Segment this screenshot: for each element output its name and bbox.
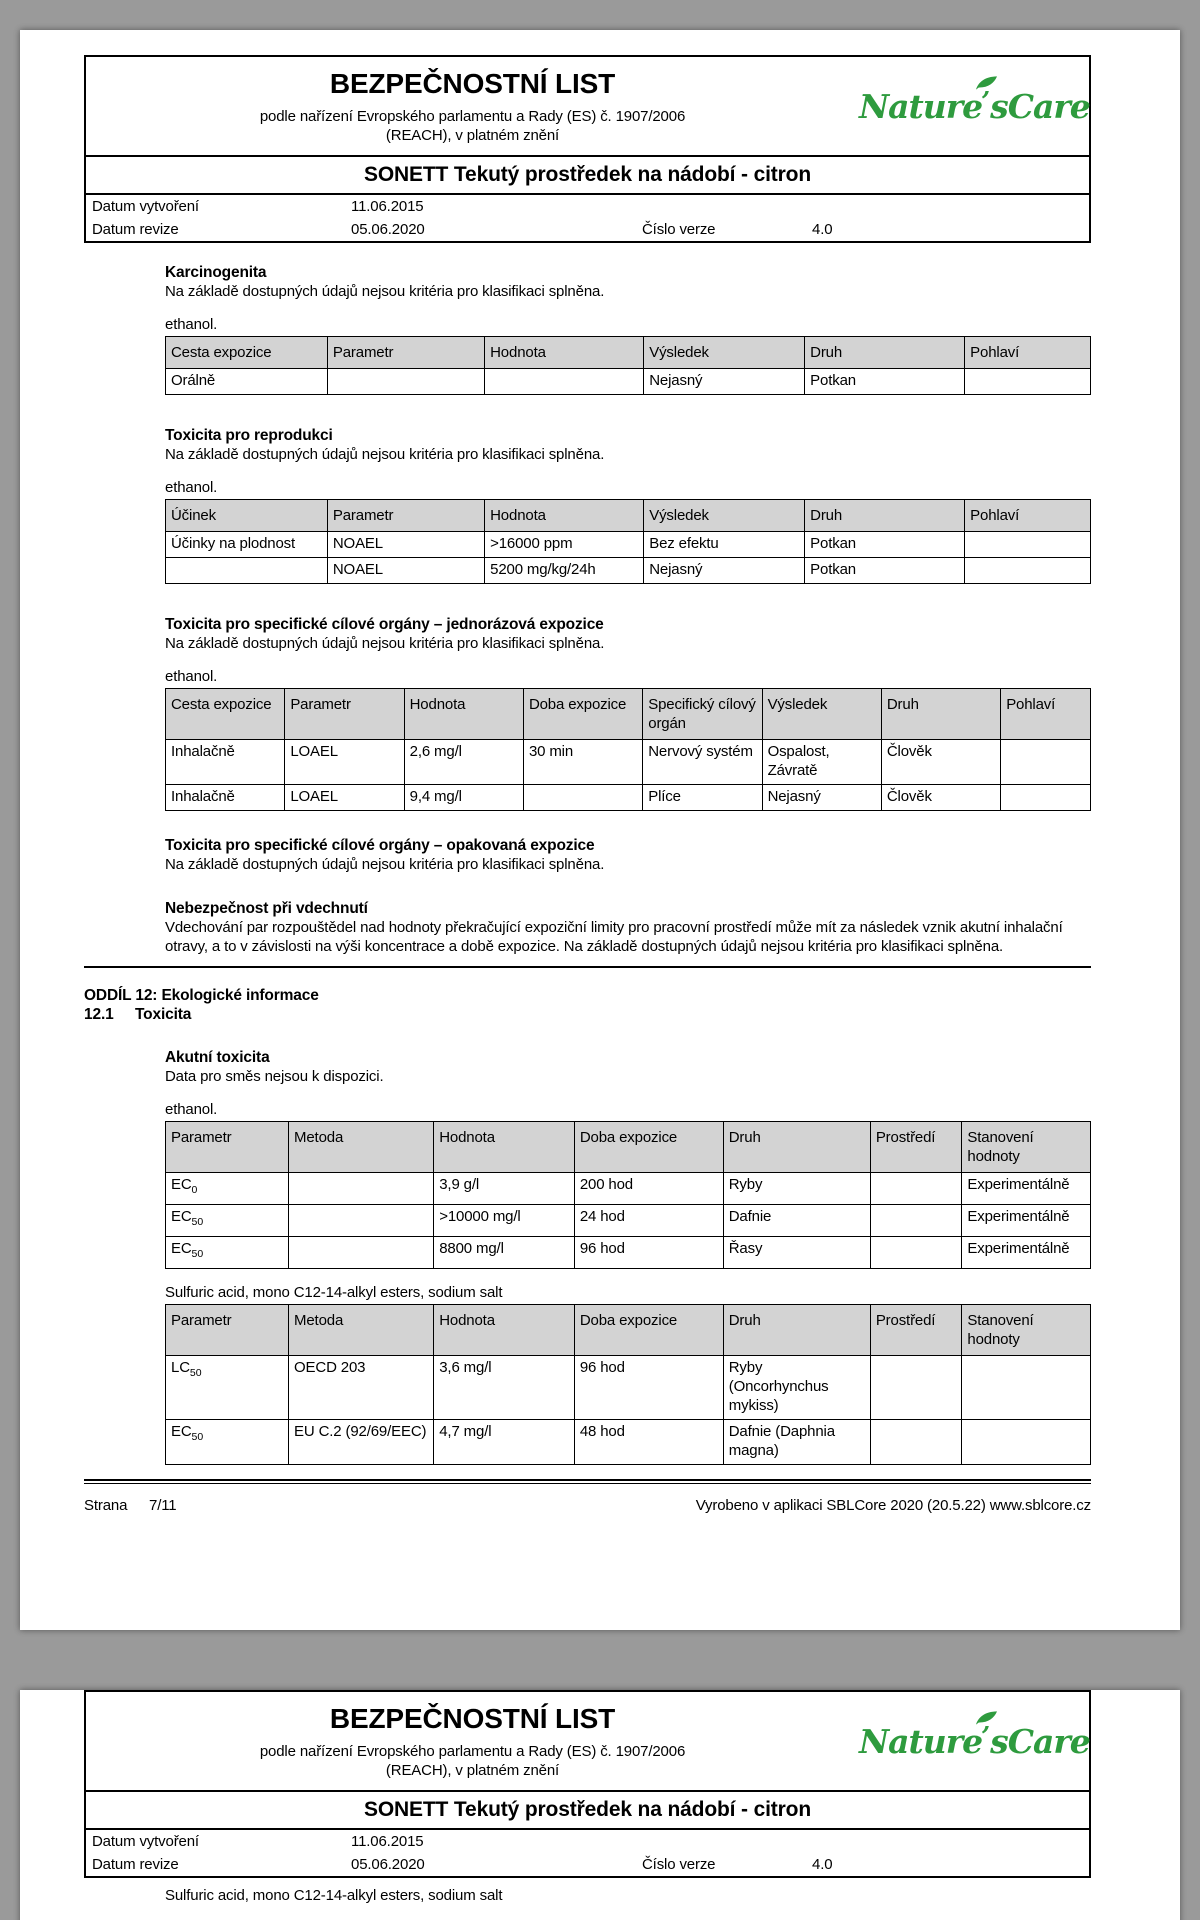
document-header-box — [84, 55, 1091, 243]
table-row — [166, 785, 1091, 811]
col-header: Parametr — [166, 1305, 289, 1356]
cell — [962, 1356, 1091, 1420]
section-reproduction — [165, 426, 1091, 584]
col-header: Hodnota — [434, 1122, 575, 1173]
substance-label: ethanol. — [165, 668, 218, 685]
cell-parameter: $EC_0$ — [166, 1173, 289, 1205]
cell: 30 min — [523, 740, 642, 785]
page-footer — [84, 1496, 1091, 1515]
section-12-1-number: 12.1 — [84, 1006, 114, 1023]
cell: 96 hod — [574, 1356, 723, 1420]
col-header: Účinek — [166, 500, 328, 532]
sds-subtitle-line2: (REACH), v platném znění — [385, 127, 560, 144]
criteria-text: Na základě dostupných údajů nejsou kritéria pro klasifikaci splněna. — [165, 635, 605, 652]
col-header: Cesta expozice — [166, 337, 328, 369]
document-page-1 — [20, 30, 1180, 1630]
cell: EU C.2 (92/69/EEC) — [289, 1420, 434, 1465]
table-header-row — [166, 337, 1091, 369]
col-header: Prostředí — [870, 1122, 962, 1173]
cell — [289, 1205, 434, 1237]
col-header: Parametr — [166, 1122, 289, 1173]
cell: Člověk — [881, 785, 1000, 811]
col-header: Hodnota — [404, 689, 523, 740]
cell: Experimentálně — [962, 1205, 1091, 1237]
cell: Dafnie — [723, 1205, 870, 1237]
acute-text: Data pro směs nejsou k dispozici. — [165, 1068, 384, 1085]
table-row — [166, 1420, 1091, 1465]
brand-logo-right: sCare — [990, 86, 1090, 126]
created-value: 11.06.2015 — [351, 1833, 424, 1850]
cell — [1001, 785, 1091, 811]
col-header: Hodnota — [485, 500, 644, 532]
cell: NOAEL — [327, 532, 484, 558]
criteria-text: Na základě dostupných údajů nejsou kritéria pro klasifikaci splněna. — [165, 856, 605, 873]
table-header-row — [166, 500, 1091, 532]
col-header: Hodnota — [434, 1305, 575, 1356]
brand-logo-apostrophe: ’ — [981, 1721, 990, 1752]
brand-logo-apostrophe: ’ — [981, 86, 990, 117]
section-12-header — [84, 986, 1091, 1024]
page-number-value: 7/11 — [149, 1497, 177, 1514]
table-row — [166, 532, 1091, 558]
cell: Řasy — [723, 1237, 870, 1269]
cell — [965, 369, 1091, 395]
cell — [870, 1173, 962, 1205]
version-label: Číslo verze — [642, 1856, 716, 1873]
eco-table-ethanol — [165, 1121, 1091, 1269]
created-value: 11.06.2015 — [351, 198, 424, 215]
revised-value: 05.06.2020 — [351, 221, 425, 238]
section-stot-repeated — [165, 836, 1091, 874]
criteria-text: Na základě dostupných údajů nejsou kritéria pro klasifikaci splněna. — [165, 446, 605, 463]
col-header: Doba expozice — [574, 1122, 723, 1173]
stot-single-table — [165, 688, 1091, 811]
col-header: Metoda — [289, 1122, 434, 1173]
col-header: Druh — [805, 337, 965, 369]
version-value: 4.0 — [812, 1856, 833, 1873]
col-header: Doba expozice — [574, 1305, 723, 1356]
section-heading: Toxicita pro reprodukci — [165, 427, 333, 444]
col-header: Parametr — [327, 500, 484, 532]
cell: Nejasný — [762, 785, 881, 811]
substance-label: ethanol. — [165, 316, 218, 333]
cell: Ryby — [723, 1173, 870, 1205]
table-header-row — [166, 1122, 1091, 1173]
section-divider-line — [84, 966, 1091, 968]
cell — [962, 1420, 1091, 1465]
field-row-revised — [86, 218, 1089, 241]
col-header: Cesta expozice — [166, 689, 285, 740]
cell — [289, 1237, 434, 1269]
col-header: Prostředí — [870, 1305, 962, 1356]
col-header: Druh — [881, 689, 1000, 740]
col-header: Výsledek — [762, 689, 881, 740]
cell: LOAEL — [285, 740, 404, 785]
cell: Inhalačně — [166, 785, 285, 811]
cell: NOAEL — [327, 558, 484, 584]
section-12-1-title: Toxicita — [135, 1006, 192, 1023]
cell — [870, 1420, 962, 1465]
cell: >10000 mg/l — [434, 1205, 575, 1237]
sds-subtitle-line2: (REACH), v platném znění — [385, 1762, 560, 1779]
cell: Bez efektu — [644, 532, 805, 558]
cell — [1001, 740, 1091, 785]
cell: Účinky na plodnost — [166, 532, 328, 558]
cell: Experimentálně — [962, 1173, 1091, 1205]
created-label: Datum vytvoření — [92, 198, 199, 215]
section-heading: Toxicita pro specifické cílové orgány – jednorázová expozice — [165, 616, 604, 633]
document-header-box — [84, 1690, 1091, 1878]
cell — [485, 369, 644, 395]
eco-table-sulfuric — [165, 1304, 1091, 1465]
page-number — [84, 1496, 176, 1515]
col-header: Specifický cílový orgán — [643, 689, 762, 740]
cell — [870, 1237, 962, 1269]
col-header: Hodnota — [485, 337, 644, 369]
cell: Dafnie (Daphnia magna) — [723, 1420, 870, 1465]
cell-parameter: $EC_{50}$ — [166, 1205, 289, 1237]
cell: Ospalost, Závratě — [762, 740, 881, 785]
cell: 5200 mg/kg/24h — [485, 558, 644, 584]
footer-divider-line — [84, 1479, 1091, 1484]
cell — [870, 1356, 962, 1420]
brand-logo-right: sCare — [990, 1721, 1090, 1761]
carcinogenicity-table — [165, 336, 1091, 395]
table-row — [166, 1173, 1091, 1205]
substance-label: ethanol. — [165, 479, 218, 496]
cell — [870, 1205, 962, 1237]
col-header: Stanovení hodnoty — [962, 1122, 1091, 1173]
cell: 200 hod — [574, 1173, 723, 1205]
col-header: Parametr — [285, 689, 404, 740]
cell: Orálně — [166, 369, 328, 395]
cell: 9,4 mg/l — [404, 785, 523, 811]
col-header: Druh — [723, 1122, 870, 1173]
section-12-title: ODDÍL 12: Ekologické informace — [84, 987, 319, 1004]
brand-logo — [859, 1722, 1090, 1761]
table-row — [166, 740, 1091, 785]
cell: 24 hod — [574, 1205, 723, 1237]
col-header: Výsledek — [644, 337, 805, 369]
version-label: Číslo verze — [642, 221, 716, 238]
table-header-row — [166, 689, 1091, 740]
cell: Člověk — [881, 740, 1000, 785]
field-row-revised — [86, 1853, 1089, 1876]
cell: Nejasný — [644, 558, 805, 584]
section-heading: Karcinogenita — [165, 264, 267, 281]
cell: >16000 ppm — [485, 532, 644, 558]
table-row — [166, 369, 1091, 395]
cell — [523, 785, 642, 811]
brand-logo-left: Nature — [859, 86, 983, 126]
table-row — [166, 1237, 1091, 1269]
page-number-label: Strana — [84, 1497, 128, 1514]
cell: Nejasný — [644, 369, 805, 395]
cell: Nervový systém — [643, 740, 762, 785]
cell: 3,6 mg/l — [434, 1356, 575, 1420]
brand-logo — [859, 87, 1090, 126]
col-header: Druh — [805, 500, 965, 532]
aspiration-text: Vdechování par rozpouštědel nad hodnoty překračující expoziční limity pro pracovní prostředí může mít za následek vznik akutní inhalační otravy, a to v závislosti na výši koncentrace a době expozice. Na základě dostupných údajů nejsou kritéria pro klasifikaci splněna. — [165, 919, 1063, 955]
table-row — [166, 1356, 1091, 1420]
col-header: Pohlaví — [965, 500, 1091, 532]
field-row-created — [86, 1830, 1089, 1853]
sds-title: BEZPEČNOSTNÍ LIST — [329, 68, 616, 99]
brand-logo-left: Nature — [859, 1721, 983, 1761]
cell: 4,7 mg/l — [434, 1420, 575, 1465]
cell — [289, 1173, 434, 1205]
document-page-2 — [20, 1690, 1180, 1920]
section-stot-single — [165, 615, 1091, 811]
cell — [327, 369, 484, 395]
created-label: Datum vytvoření — [92, 1833, 199, 1850]
cell — [166, 558, 328, 584]
table-row — [166, 1205, 1091, 1237]
cell — [965, 532, 1091, 558]
cell: 48 hod — [574, 1420, 723, 1465]
cell-parameter: $LC_{50}$ — [166, 1356, 289, 1420]
product-name: SONETT Tekutý prostředek na nádobí - citron — [86, 155, 1089, 193]
revised-value: 05.06.2020 — [351, 1856, 425, 1873]
section-heading: Toxicita pro specifické cílové orgány – opakovaná expozice — [165, 837, 595, 854]
col-header: Doba expozice — [523, 689, 642, 740]
section-heading: Akutní toxicita — [165, 1049, 270, 1066]
section-carcinogenicity — [165, 263, 1091, 395]
cell: 96 hod — [574, 1237, 723, 1269]
table-header-row — [166, 1305, 1091, 1356]
cell: Plíce — [643, 785, 762, 811]
revised-label: Datum revize — [92, 221, 179, 238]
cell: 2,6 mg/l — [404, 740, 523, 785]
table-row — [166, 558, 1091, 584]
cell-parameter: $EC_{50}$ — [166, 1237, 289, 1269]
sds-subtitle-line1: podle nařízení Evropského parlamentu a Rady (ES) č. 1907/2006 — [259, 1743, 686, 1760]
version-value: 4.0 — [812, 221, 833, 238]
substance-label: ethanol. — [165, 1101, 218, 1118]
revised-label: Datum revize — [92, 1856, 179, 1873]
cell-parameter: $EC_{50}$ — [166, 1420, 289, 1465]
col-header: Pohlaví — [965, 337, 1091, 369]
section-aspiration-hazard — [165, 899, 1091, 956]
col-header: Druh — [723, 1305, 870, 1356]
col-header: Metoda — [289, 1305, 434, 1356]
substance-label: Sulfuric acid, mono C12-14-alkyl esters, sodium salt — [165, 1284, 503, 1301]
generator-credit: Vyrobeno v aplikaci SBLCore 2020 (20.5.22) www.sblcore.cz — [695, 1497, 1091, 1514]
cell: Ryby (Oncorhynchus mykiss) — [723, 1356, 870, 1420]
criteria-text: Na základě dostupných údajů nejsou kritéria pro klasifikaci splněna. — [165, 283, 605, 300]
product-name: SONETT Tekutý prostředek na nádobí - citron — [86, 1790, 1089, 1828]
cell: Potkan — [805, 558, 965, 584]
field-row-created — [86, 195, 1089, 218]
cell: Potkan — [805, 532, 965, 558]
cell: 3,9 g/l — [434, 1173, 575, 1205]
col-header: Pohlaví — [1001, 689, 1091, 740]
sds-title: BEZPEČNOSTNÍ LIST — [329, 1703, 616, 1734]
substance-label: Sulfuric acid, mono C12-14-alkyl esters, sodium salt — [165, 1887, 503, 1904]
col-header: Parametr — [327, 337, 484, 369]
cell: LOAEL — [285, 785, 404, 811]
cell: Experimentálně — [962, 1237, 1091, 1269]
sds-subtitle-line1: podle nařízení Evropského parlamentu a Rady (ES) č. 1907/2006 — [259, 108, 686, 125]
col-header: Výsledek — [644, 500, 805, 532]
cell: 8800 mg/l — [434, 1237, 575, 1269]
section-heading: Nebezpečnost při vdechnutí — [165, 900, 368, 917]
col-header: Stanovení hodnoty — [962, 1305, 1091, 1356]
section-acute-toxicity — [165, 1048, 1091, 1465]
cell — [965, 558, 1091, 584]
reproduction-table — [165, 499, 1091, 584]
cell: Potkan — [805, 369, 965, 395]
cell: Inhalačně — [166, 740, 285, 785]
cell: OECD 203 — [289, 1356, 434, 1420]
